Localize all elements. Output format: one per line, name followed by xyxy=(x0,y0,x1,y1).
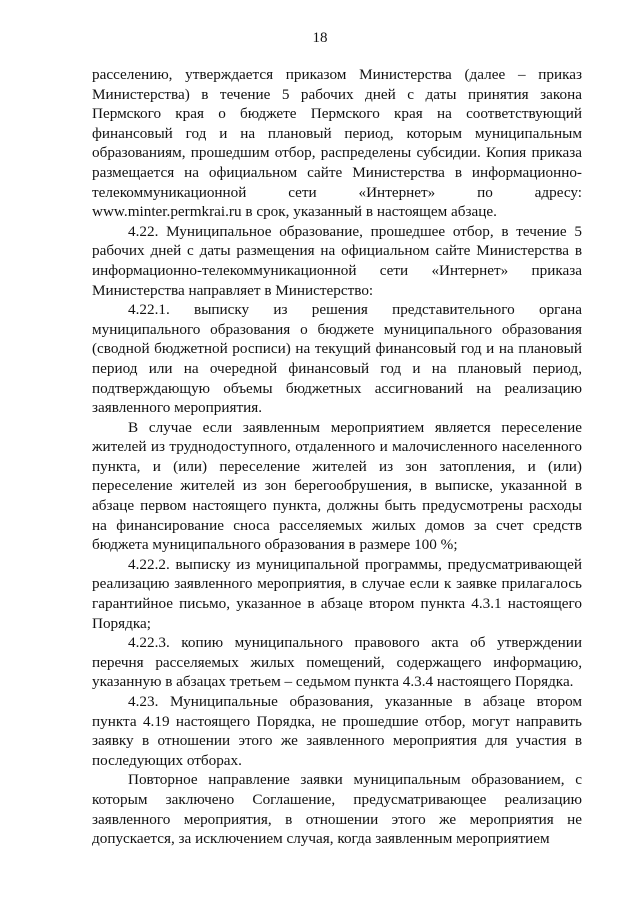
paragraph-4-22: 4.22. Муниципальное образование, прошедшее отбор, в течение 5 рабочих дней с даты размещения на официальном сайте Министерства в информационно-телекоммуникационной сети «Интернет» приказа Министерства направляет в Министерство: xyxy=(92,222,582,299)
document-body xyxy=(92,65,582,849)
paragraph-4-23: 4.23. Муниципальные образования, указанные в абзаце втором пункта 4.19 настоящего Порядка, не прошедшие отбор, могут направить заявку в отношении этого же заявленного мероприятия для участия в последующих отборах. xyxy=(92,693,582,769)
page-number: 18 xyxy=(312,30,328,46)
paragraph-continuation: расселению, утверждается приказом Министерства (далее – приказ Министерства) в течение 5 рабочих дней с даты принятия закона Пермского края о бюджете Пермского края на соответствующий финансовый год и на плановый период, которым муниципальным образованиям, прошедшим отбор, распределены субсидии. Копия приказа размещается на официальном сайте Министерства в информационно-телекоммуникационной сети «Интернет» по адресу: www.minter.permkrai.ru в срок, указанный в настоящем абзаце. xyxy=(92,66,582,221)
paragraph-4-22-2: 4.22.2. выписку из муниципальной программы, предусматривающей реализацию заявленного мероприятия, в случае если к заявке прилагалось гарантийное письмо, указанное в абзаце втором пункта 4.3.1 настоящего Порядка; xyxy=(92,555,582,632)
paragraph-4-22-1-note: В случае если заявленным мероприятием является переселение жителей из труднодоступного, отдаленного и малочисленного населенного пункта, и (или) переселение жителей из зон затопления, и (или) переселение жителей из зон берегообрушения, в выписке, указанной в абзаце первом настоящего пункта, должны быть предусмотрены расходы на финансирование сноса расселяемых жилых домов за счет средств бюджета муниципального образования в размере 100 %; xyxy=(92,418,582,554)
paragraph-4-22-3: 4.22.3. копию муниципального правового акта об утверждении перечня расселяемых жилых помещений, содержащего информацию, указанную в абзацах третьем – седьмом пункта 4.3.4 настоящего Порядка. xyxy=(92,634,582,691)
paragraph-repeat-application: Повторное направление заявки муниципальным образованием, с которым заключено Соглашение, предусматривающее реализацию заявленного мероприятия, в отношении этого же мероприятия не допускается, за исключением случая, когда заявленным мероприятием xyxy=(92,771,582,848)
paragraph-4-22-1: 4.22.1. выписку из решения представительного органа муниципального образования о бюджете муниципального образования (сводной бюджетной росписи) на текущий финансовый год и на плановый период или на очередной финансовый год и на плановый период, подтверждающую объемы бюджетных ассигнований на реализацию заявленного мероприятия. xyxy=(92,301,582,417)
